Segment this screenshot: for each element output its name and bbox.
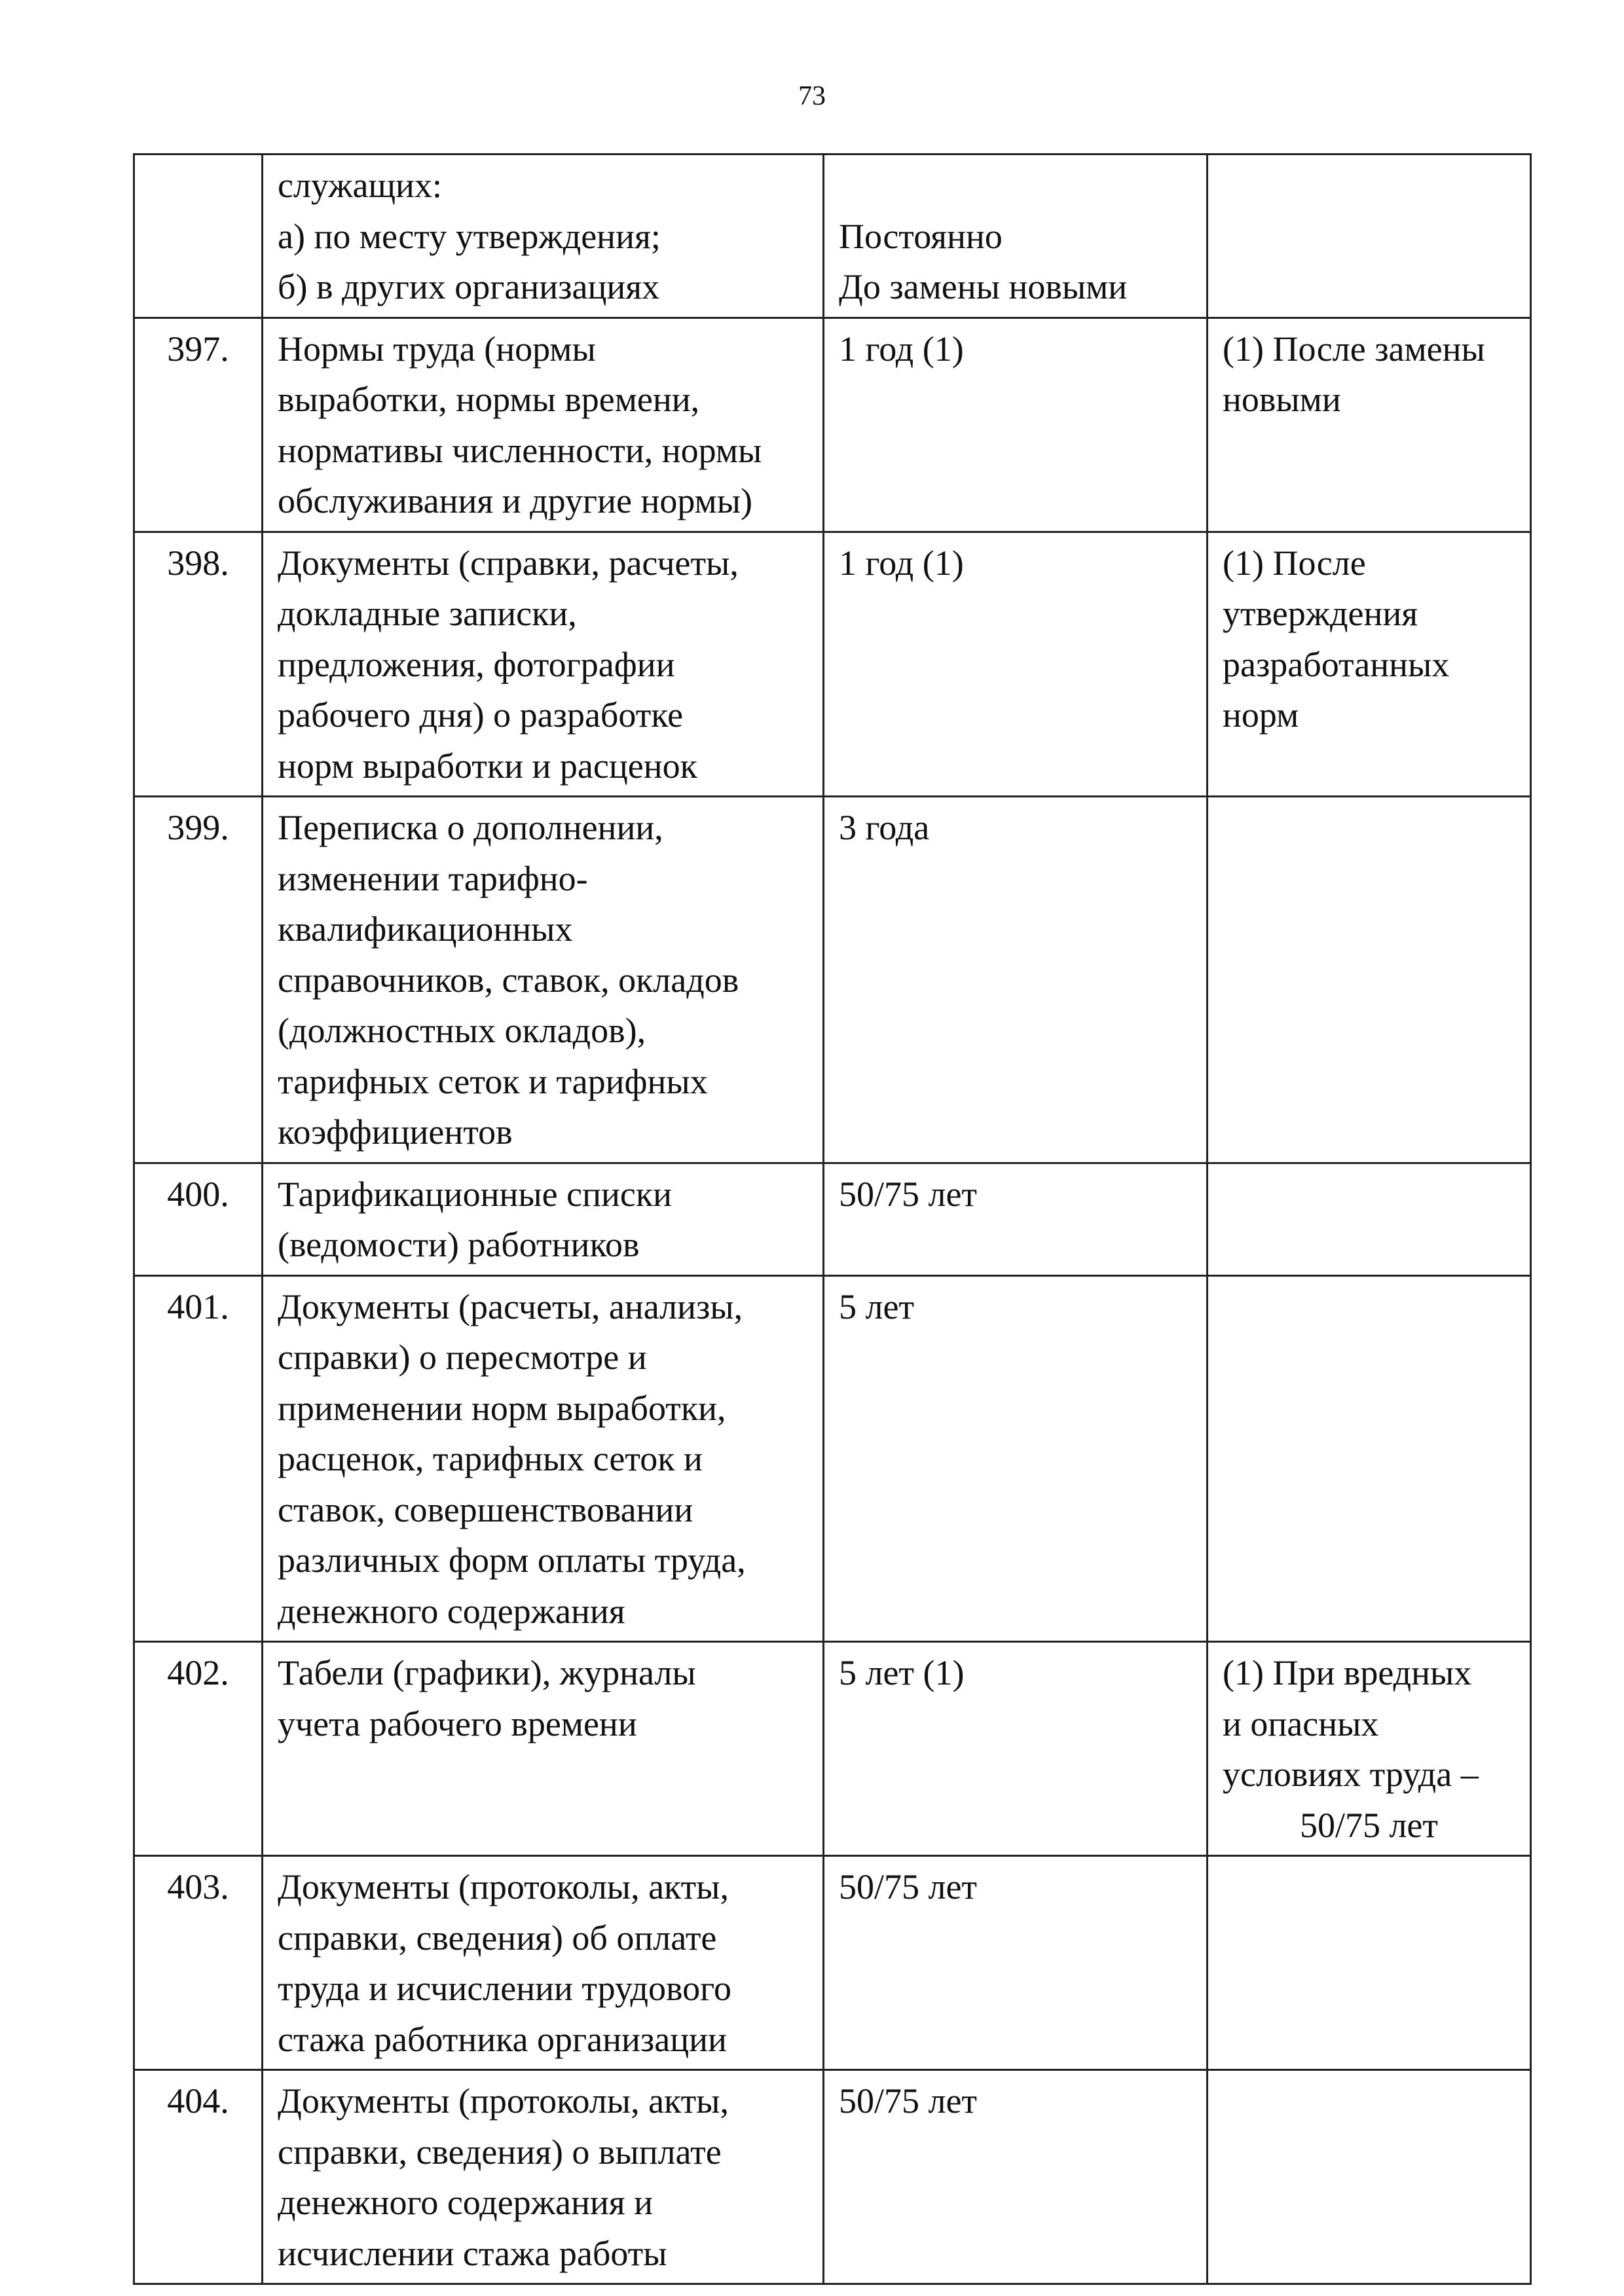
retention-term bbox=[824, 1275, 1208, 1642]
document-type bbox=[263, 1642, 824, 1856]
retention-table bbox=[133, 153, 1532, 2285]
retention-term bbox=[824, 318, 1208, 532]
document-type-line: Документы (протоколы, акты, bbox=[278, 1867, 729, 1906]
document-type-line: Документы (справки, расчеты, bbox=[278, 543, 739, 583]
retention-term bbox=[824, 532, 1208, 797]
document-type-line: учета рабочего времени bbox=[278, 1704, 637, 1743]
document-type-line: справки) о пересмотре и bbox=[278, 1338, 647, 1377]
document-type-line: денежного содержания и bbox=[278, 2183, 653, 2222]
retention-term bbox=[824, 155, 1208, 318]
retention-note bbox=[1208, 532, 1531, 797]
retention-term bbox=[824, 1642, 1208, 1856]
document-type-line: различных форм оплаты труда, bbox=[278, 1540, 746, 1580]
document-type-line: выработки, нормы времени, bbox=[278, 380, 700, 419]
document-type-line: (должностных окладов), bbox=[278, 1011, 646, 1050]
document-type-line: денежного содержания bbox=[278, 1591, 625, 1631]
document-type-line: обслуживания и другие нормы) bbox=[278, 481, 752, 520]
document-type-line: Нормы труда (нормы bbox=[278, 329, 596, 369]
document-type-line: тарифных сеток и тарифных bbox=[278, 1061, 708, 1101]
document-type-line: б) в других организациях bbox=[278, 267, 660, 306]
retention-note bbox=[1208, 1856, 1531, 2070]
document-type-line: справки, сведения) о выплате bbox=[278, 2132, 722, 2172]
retention-note-line: условиях труда – bbox=[1223, 1755, 1479, 1794]
document-type-line: коэффициентов bbox=[278, 1112, 513, 1152]
table-row bbox=[134, 155, 1531, 318]
table-row bbox=[134, 1856, 1531, 2070]
document-type-line: рабочего дня) о разработке bbox=[278, 695, 684, 735]
document-type-line: нормативы численности, нормы bbox=[278, 430, 762, 470]
retention-note bbox=[1208, 1642, 1531, 1856]
table-row bbox=[134, 532, 1531, 797]
table-row bbox=[134, 1163, 1531, 1275]
retention-note bbox=[1208, 2070, 1531, 2284]
document-type-line: изменении тарифно- bbox=[278, 858, 588, 898]
document-type-line: применении норм выработки, bbox=[278, 1388, 726, 1428]
document-type-line: Табели (графики), журналы bbox=[278, 1653, 696, 1692]
document-type-line: труда и исчислении трудового bbox=[278, 1969, 731, 2008]
document-type bbox=[263, 532, 824, 797]
table-row bbox=[134, 318, 1531, 532]
article-number: 399. bbox=[134, 797, 263, 1163]
retention-term-line: 1 год (1) bbox=[839, 543, 964, 583]
retention-term-line: 5 лет (1) bbox=[839, 1653, 965, 1692]
retention-note-line: утверждения bbox=[1223, 594, 1418, 633]
document-type-line: Документы (протоколы, акты, bbox=[278, 2081, 729, 2121]
retention-note-line: (1) После bbox=[1223, 543, 1366, 583]
document-type bbox=[263, 1856, 824, 2070]
article-number: 397. bbox=[134, 318, 263, 532]
retention-note-line: новыми bbox=[1223, 380, 1341, 419]
document-type bbox=[263, 797, 824, 1163]
table-row bbox=[134, 1275, 1531, 1642]
article-number: 403. bbox=[134, 1856, 263, 2070]
document-type-line: Переписка о дополнении, bbox=[278, 808, 663, 847]
document-type bbox=[263, 155, 824, 318]
document-type bbox=[263, 1275, 824, 1642]
document-type bbox=[263, 318, 824, 532]
table-body bbox=[134, 155, 1531, 2284]
retention-note bbox=[1208, 155, 1531, 318]
retention-note-line: разработанных bbox=[1223, 644, 1450, 684]
retention-term bbox=[824, 1856, 1208, 2070]
article-number: 404. bbox=[134, 2070, 263, 2284]
table-row bbox=[134, 1642, 1531, 1856]
retention-note bbox=[1208, 1163, 1531, 1275]
retention-term-line: 50/75 лет bbox=[839, 1174, 978, 1214]
document-type bbox=[263, 2070, 824, 2284]
document-type-line: справочников, ставок, окладов bbox=[278, 960, 739, 1000]
table-row bbox=[134, 2070, 1531, 2284]
document-type-line: а) по месту утверждения; bbox=[278, 216, 661, 256]
retention-term-line: 3 года bbox=[839, 808, 930, 847]
document-type-line: справки, сведения) об оплате bbox=[278, 1918, 717, 1958]
document-type-line: (ведомости) работников bbox=[278, 1225, 640, 1264]
document-type-line: норм выработки и расценок bbox=[278, 746, 697, 786]
retention-note-line: (1) При вредных bbox=[1223, 1653, 1472, 1692]
document-type bbox=[263, 1163, 824, 1275]
retention-note bbox=[1208, 318, 1531, 532]
retention-term-line: 1 год (1) bbox=[839, 329, 964, 369]
document-type-line: исчислении стажа работы bbox=[278, 2233, 667, 2273]
retention-term-line: 50/75 лет bbox=[839, 1867, 978, 1906]
article-number: 402. bbox=[134, 1642, 263, 1856]
article-number bbox=[134, 155, 263, 318]
table-row bbox=[134, 797, 1531, 1163]
document-type-line: Документы (расчеты, анализы, bbox=[278, 1286, 743, 1326]
document-type-line: ставок, совершенствовании bbox=[278, 1489, 693, 1529]
retention-term bbox=[824, 797, 1208, 1163]
retention-note-line: (1) После замены bbox=[1223, 329, 1485, 369]
document-type-line: стажа работника организации bbox=[278, 2019, 727, 2059]
retention-term-line: 5 лет bbox=[839, 1286, 915, 1326]
retention-note-line: 50/75 лет bbox=[1299, 1805, 1439, 1845]
retention-term-line: 50/75 лет bbox=[839, 2081, 978, 2121]
retention-note bbox=[1208, 797, 1531, 1163]
article-number: 400. bbox=[134, 1163, 263, 1275]
retention-term bbox=[824, 2070, 1208, 2284]
document-type-line: служащих: bbox=[278, 166, 442, 205]
retention-term-line bbox=[839, 160, 1192, 211]
page-number: 73 bbox=[798, 81, 826, 111]
article-number: 398. bbox=[134, 532, 263, 797]
article-number: 401. bbox=[134, 1275, 263, 1642]
document-type-line: предложения, фотографии bbox=[278, 644, 675, 684]
retention-note bbox=[1208, 1275, 1531, 1642]
retention-term bbox=[824, 1163, 1208, 1275]
document-type-line: расценок, тарифных сеток и bbox=[278, 1439, 703, 1478]
document-type-line: квалификационных bbox=[278, 909, 573, 949]
retention-note-line: норм bbox=[1223, 695, 1299, 735]
retention-term-line: До замены новыми bbox=[839, 267, 1128, 306]
document-type-line: докладные записки, bbox=[278, 594, 577, 633]
document-type-line: Тарификационные списки bbox=[278, 1174, 672, 1214]
retention-term-line: Постоянно bbox=[839, 216, 1003, 256]
retention-note-line: и опасных bbox=[1223, 1704, 1379, 1743]
